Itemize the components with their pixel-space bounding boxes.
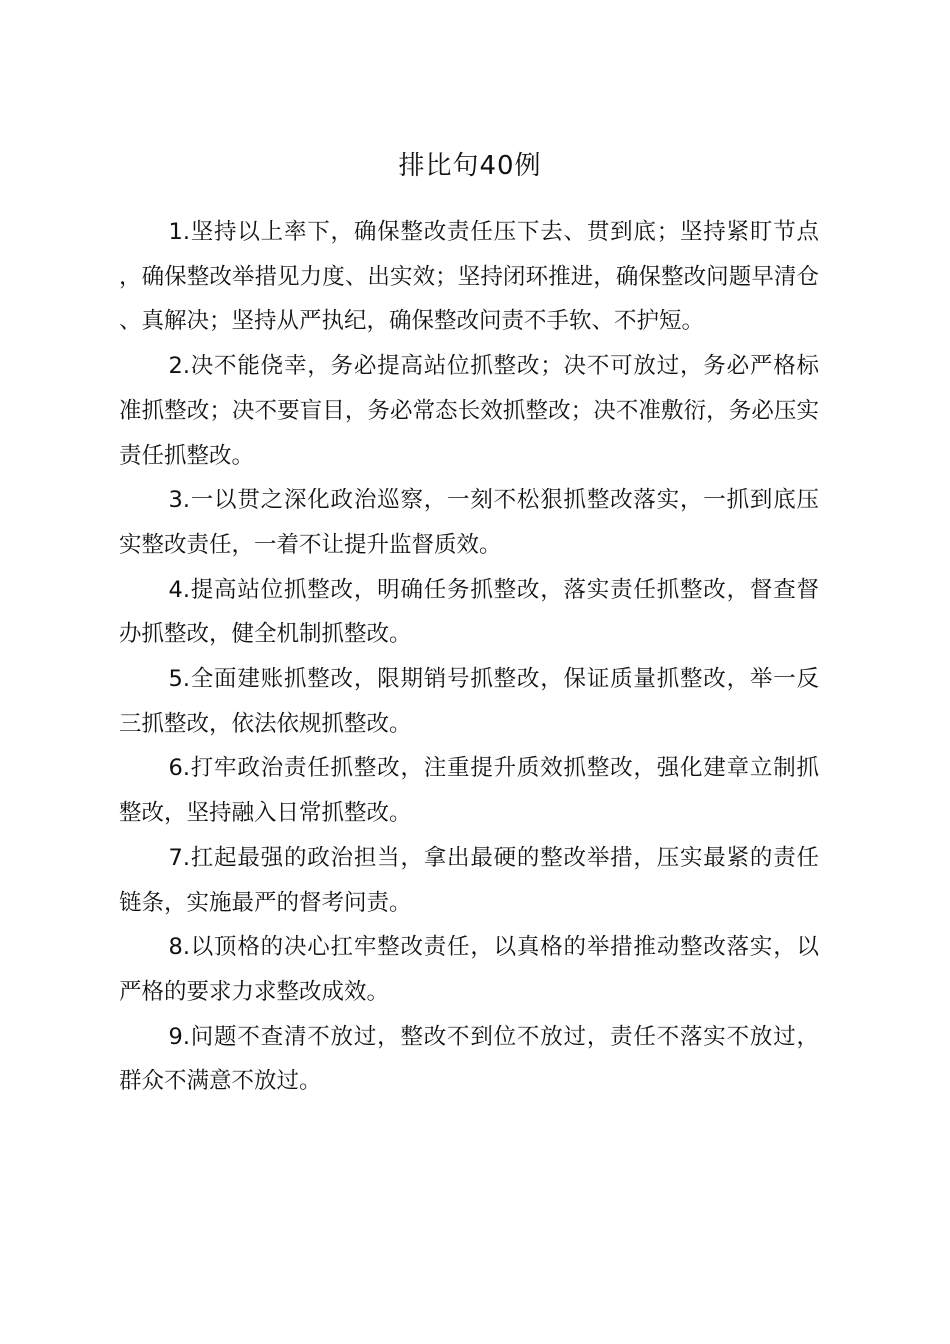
document-body xyxy=(119,210,819,1104)
paragraph-8: 8.以顶格的决心扛牢整改责任，以真格的举措推动整改落实，以严格的要求力求整改成效。 xyxy=(119,934,819,1005)
paragraph-1: 1.坚持以上率下，确保整改责任压下去、贯到底；坚持紧盯节点，确保整改举措见力度、出实效；坚持闭环推进，确保整改问题早清仓、真解决；坚持从严执纪，确保整改问责不手软、不护短。 xyxy=(119,219,819,335)
paragraph-9: 9.问题不查清不放过，整改不到位不放过，责任不落实不放过，群众不满意不放过。 xyxy=(119,1023,819,1095)
paragraph-6: 6.打牢政治责任抓整改，注重提升质效抓整改，强化建章立制抓整改，坚持融入日常抓整改。 xyxy=(119,755,819,827)
paragraph-2: 2.决不能侥幸，务必提高站位抓整改；决不可放过，务必严格标准抓整改；决不要盲目，务必常态长效抓整改；决不准敷衍，务必压实责任抓整改。 xyxy=(119,353,819,469)
paragraph-3: 3.一以贯之深化政治巡察，一刻不松狠抓整改落实，一抓到底压实整改责任，一着不让提升监督质效。 xyxy=(119,487,819,558)
document-title: 排比句40例 xyxy=(398,151,542,181)
paragraph-5: 5.全面建账抓整改，限期销号抓整改，保证质量抓整改，举一反三抓整改，依法依规抓整改。 xyxy=(119,666,819,737)
paragraph-7: 7.扛起最强的政治担当，拿出最硬的整改举措，压实最紧的责任链条，实施最严的督考问责。 xyxy=(119,844,819,916)
paragraph-4: 4.提高站位抓整改，明确任务抓整改，落实责任抓整改，督查督办抓整改，健全机制抓整改。 xyxy=(119,576,819,648)
